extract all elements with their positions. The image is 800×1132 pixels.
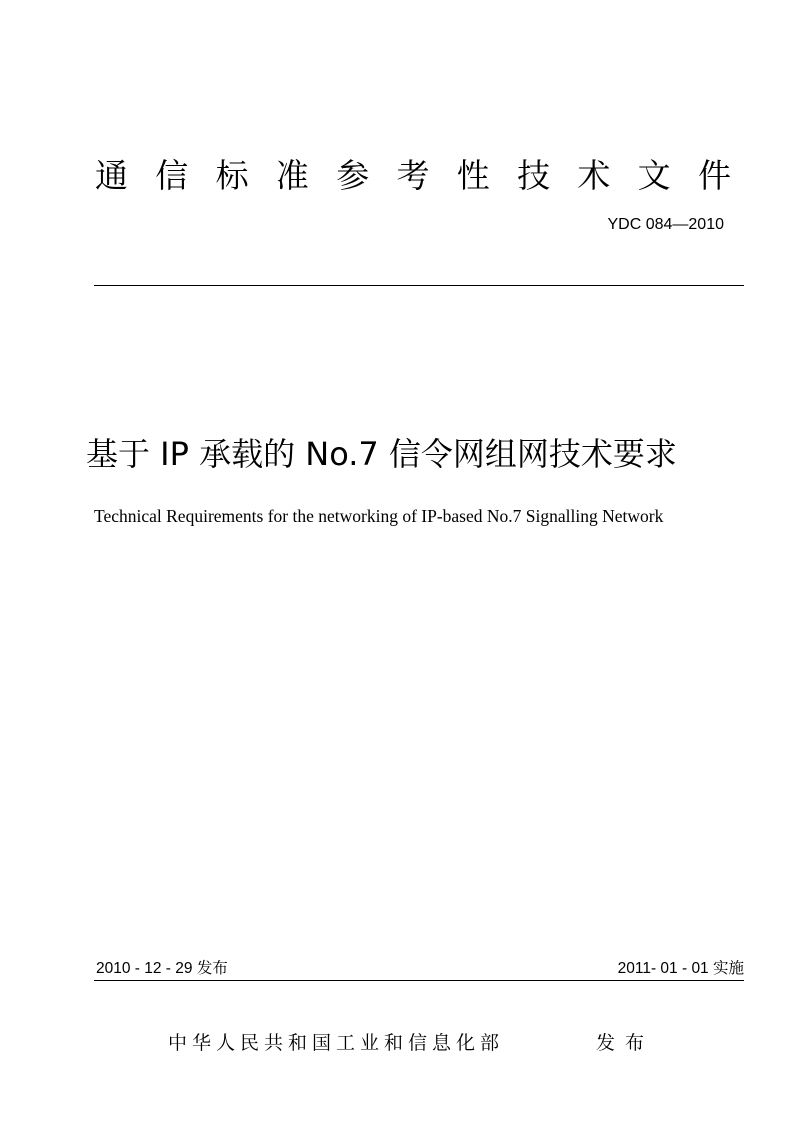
doc-type-char: 信 [155,156,189,195]
document-type-heading [95,152,731,200]
doc-type-char: 准 [275,156,309,195]
doc-type-char: 性 [456,156,490,195]
document-title-chinese: 基于 IP 承载的 No.7 信令网组网技术要求 [86,435,677,473]
doc-type-char: 术 [577,156,611,195]
doc-type-char: 通 [95,156,128,195]
document-code: YDC 084—2010 [607,216,724,233]
doc-type-char: 参 [336,156,370,195]
publisher-line [168,1028,668,1058]
publisher-action: 发布 [596,1032,655,1054]
doc-type-char: 件 [697,156,731,195]
date-row [94,958,744,981]
doc-type-char: 标 [215,156,249,195]
document-title-english: Technical Requirements for the networking of IP-based No.7 Signalling Network [94,506,664,526]
doc-type-char: 文 [637,156,671,195]
implementation-date: 2011- 01 - 01 实施 [617,960,744,977]
header-divider [94,285,744,286]
doc-type-char: 技 [517,156,551,195]
doc-type-char: 考 [396,156,430,195]
release-date: 2010 - 12 - 29 发布 [96,960,228,977]
publisher-name: 中华人民共和国工业和信息化部 [168,1032,505,1054]
